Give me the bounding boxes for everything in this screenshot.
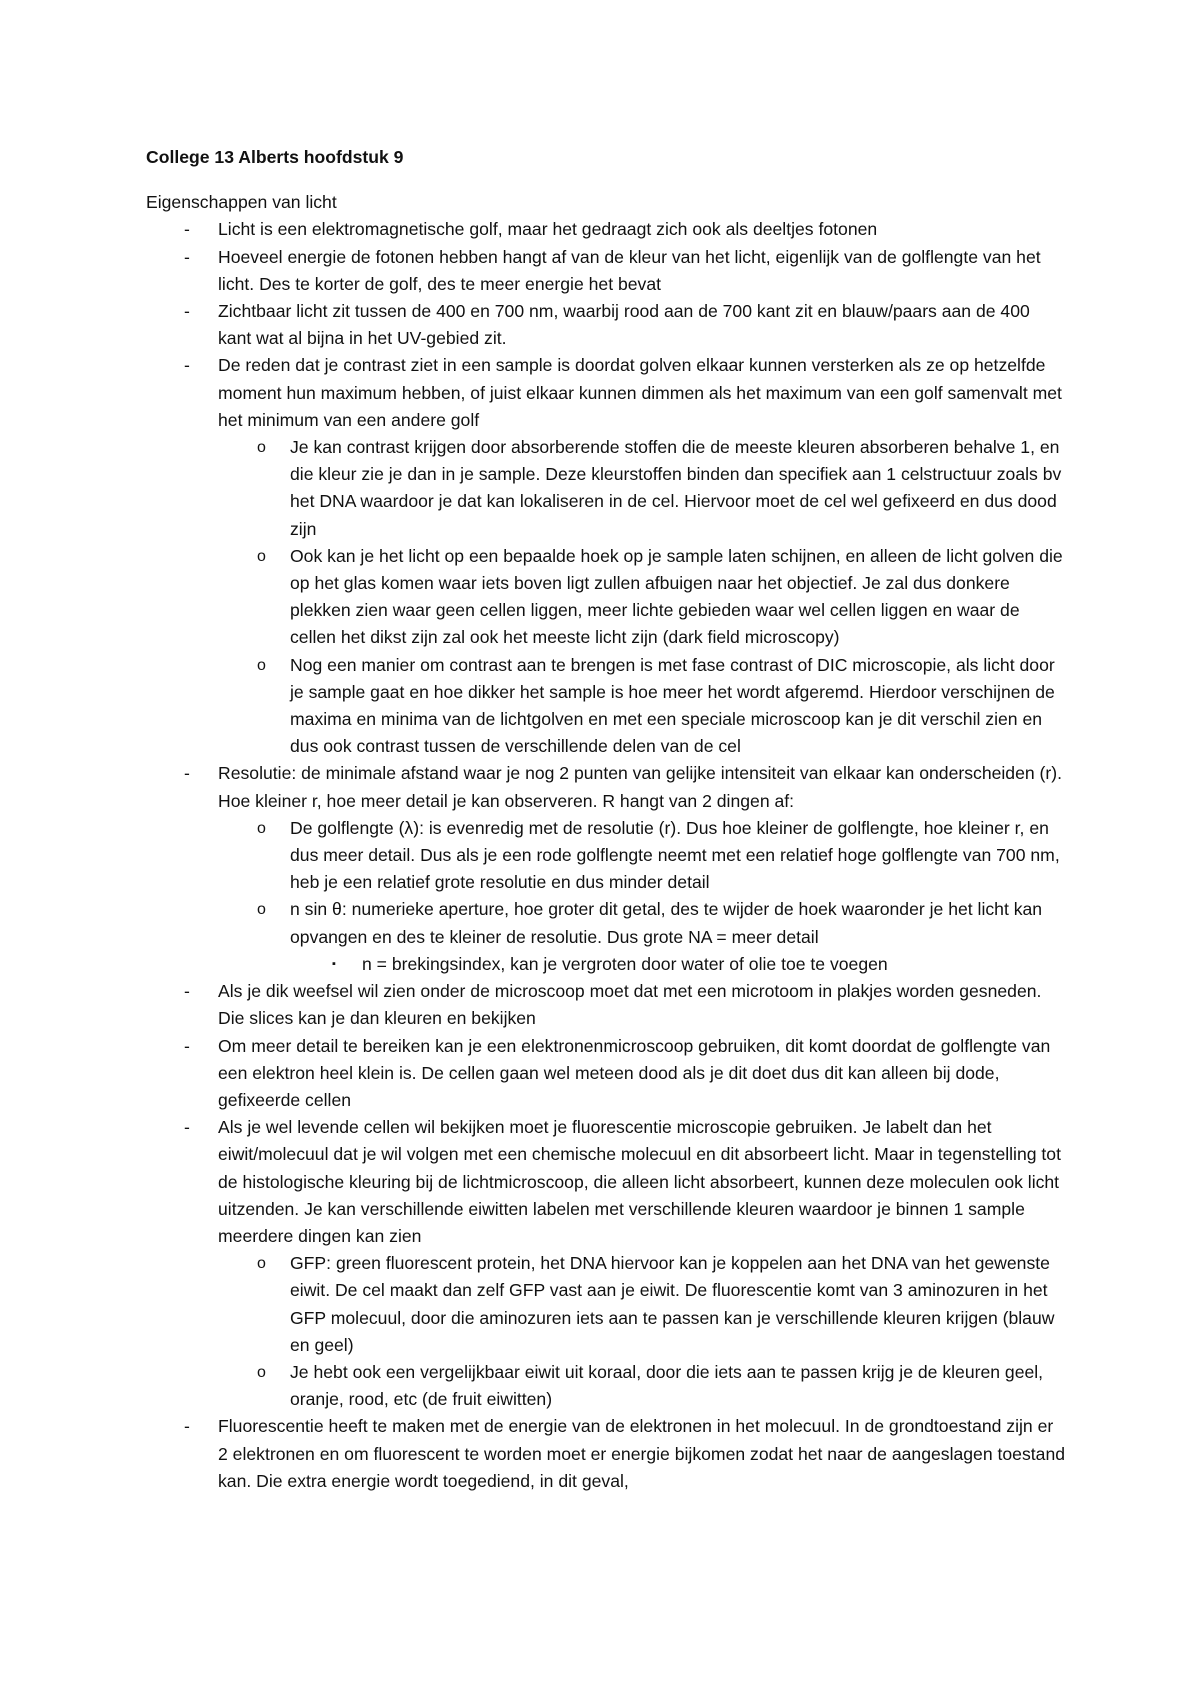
- list-item-text: Als je wel levende cellen wil bekijken moet je fluorescentie microscopie gebruiken. Je labelt dan het eiwit/molecuul dat je wil volgen met een chemische molecuul en dit absorbeert licht. Maar in tegenstelling tot de histologische kleuring bij de lichtmicroscoop, die alleen licht absorbeert, kunnen deze moleculen ook licht uitzenden. Je kan verschillende eiwitten labelen met verschillende kleuren waardoor je binnen 1 sample meerdere dingen kan zien: [218, 1117, 1061, 1246]
- list-item-text: n = brekingsindex, kan je vergroten door water of olie toe te voegen: [362, 953, 888, 974]
- bullet-marker: o: [257, 547, 266, 565]
- list-item-text: Nog een manier om contrast aan te brengen is met fase contrast of DIC microscopie, als licht door je sample gaat en hoe dikker het sample is hoe meer het wordt afgeremd. Hierdoor verschijnen de maxima en minima van de lichtgolven en met een speciale microscoop kan je dit verschil zien en dus ook contrast tussen de verschillende delen van de cel: [290, 654, 1055, 757]
- bullet-marker: ▪: [332, 957, 336, 970]
- bullet-marker: o: [257, 819, 266, 837]
- list-item: [146, 815, 1066, 897]
- list-item-text: De reden dat je contrast ziet in een sample is doordat golven elkaar kunnen versterken als ze op hetzelfde moment hun maximum hebben, of juist elkaar kunnen dimmen als het maximum van een golf samenvalt met het minimum van een andere golf: [218, 355, 1062, 430]
- list-item-text: n sin θ: numerieke aperture, hoe groter dit getal, des te wijder de hoek waaronder je het licht kan opvangen en des te kleiner de resolutie. Dus grote NA = meer detail: [290, 899, 1043, 947]
- list-item-text: Om meer detail te bereiken kan je een elektronenmicroscoop gebruiken, dit komt doordat de golflengte van een elektron heel klein is. De cellen gaan wel meteen dood als je dit doet dus dit kan alleen bij dode, gefixeerde cellen: [218, 1035, 1051, 1110]
- list-item-text: Licht is een elektromagnetische golf, maar het gedraagt zich ook als deeltjes fotonen: [218, 219, 878, 240]
- list-item-text: Hoeveel energie de fotonen hebben hangt af van de kleur van het licht, eigenlijk van de golflengte van het licht. Des te korter de golf, des te meer energie het bevat: [218, 246, 1041, 294]
- bullet-marker: -: [184, 355, 190, 376]
- section-heading: Eigenschappen van licht: [146, 192, 337, 213]
- list-item: [146, 652, 1066, 761]
- bullet-marker: -: [184, 301, 190, 322]
- list-item: [146, 1359, 1066, 1413]
- bullet-marker: o: [257, 901, 266, 919]
- bullet-marker: o: [257, 1363, 266, 1381]
- list-item: [146, 352, 1066, 434]
- list-item: [146, 1413, 1066, 1495]
- list-item: [146, 1114, 1066, 1250]
- list-item: [146, 1033, 1066, 1115]
- list-item-text: Je hebt ook een vergelijkbaar eiwit uit koraal, door die iets aan te passen krijg je de kleuren geel, oranje, rood, etc (de fruit eiwitten): [290, 1361, 1044, 1410]
- list-item: [146, 978, 1066, 1032]
- list-item-text: Ook kan je het licht op een bepaalde hoek op je sample laten schijnen, en alleen de licht golven die op het glas komen waar iets boven ligt zullen afbuigen naar het objectief. Je zal dus donkere plekken zien waar geen cellen liggen, meer lichte gebieden waar wel cellen liggen en waar de cellen het dikst zijn zal ook het meeste licht zijn (dark field microscopy): [290, 545, 1063, 648]
- list-item: [146, 434, 1066, 543]
- list-item: [146, 951, 1066, 978]
- list-item: [146, 216, 1066, 243]
- list-item: [146, 244, 1066, 298]
- list-item-text: Resolutie: de minimale afstand waar je nog 2 punten van gelijke intensiteit van elkaar kan onderscheiden (r). Hoe kleiner r, hoe meer detail je kan observeren. R hangt van 2 dingen af:: [218, 763, 1063, 811]
- list-item-text: De golflengte (λ): is evenredig met de resolutie (r). Dus hoe kleiner de golflengte, hoe kleiner r, en dus meer detail. Dus als je een rode golflengte neemt met een relatief hoge golflengte van 700 nm, heb je een relatief grote resolutie en dus minder detail: [290, 817, 1060, 893]
- list-item: [146, 298, 1066, 352]
- list-item-text: Fluorescentie heeft te maken met de energie van de elektronen in het molecuul. In de grondtoestand zijn er 2 elektronen en om fluorescent te worden moet er energie bijkomen zodat het naar de aangeslagen toestand kan. Die extra energie wordt toegediend, in dit geval,: [218, 1416, 1066, 1491]
- list-item-text: Je kan contrast krijgen door absorberende stoffen die de meeste kleuren absorberen behalve 1, en die kleur zie je dan in je sample. Deze kleurstoffen binden dan specifiek aan 1 celstructuur zoals bv het DNA waardoor je dat kan lokaliseren in de cel. Hiervoor moet de cel wel gefixeerd en dus dood zijn: [290, 437, 1062, 539]
- bullet-marker: -: [184, 246, 190, 267]
- bullet-marker: o: [257, 439, 266, 457]
- list-item: [146, 760, 1066, 814]
- bullet-marker: -: [184, 1117, 190, 1138]
- bullet-marker: o: [257, 656, 266, 674]
- bullet-marker: -: [184, 1416, 190, 1437]
- list-item-text: GFP: green fluorescent protein, het DNA hiervoor kan je koppelen aan het DNA van het gewenste eiwit. De cel maakt dan zelf GFP vast aan je eiwit. De fluorescentie komt van 3 aminozuren in het GFP molecuul, door die aminozuren iets aan te passen kan je verschillende kleuren krijgen (blauw en geel): [290, 1253, 1055, 1355]
- bullet-list: [146, 216, 1066, 1495]
- list-item: [146, 896, 1066, 950]
- document-title: College 13 Alberts hoofdstuk 9: [146, 147, 404, 167]
- list-item-text: Zichtbaar licht zit tussen de 400 en 700 nm, waarbij rood aan de 700 kant zit en blauw/paars aan de 400 kant wat al bijna in het UV-gebied zit.: [218, 301, 1030, 349]
- list-item-text: Als je dik weefsel wil zien onder de microscoop moet dat met een microtoom in plakjes worden gesneden. Die slices kan je dan kleuren en bekijken: [218, 981, 1042, 1029]
- bullet-marker: -: [184, 1035, 190, 1056]
- bullet-marker: -: [184, 763, 190, 784]
- bullet-marker: o: [257, 1255, 266, 1273]
- bullet-marker: -: [184, 219, 190, 240]
- list-item: [146, 543, 1066, 652]
- document-page: [146, 144, 1066, 1495]
- bullet-marker: -: [184, 981, 190, 1002]
- list-item: [146, 1250, 1066, 1359]
